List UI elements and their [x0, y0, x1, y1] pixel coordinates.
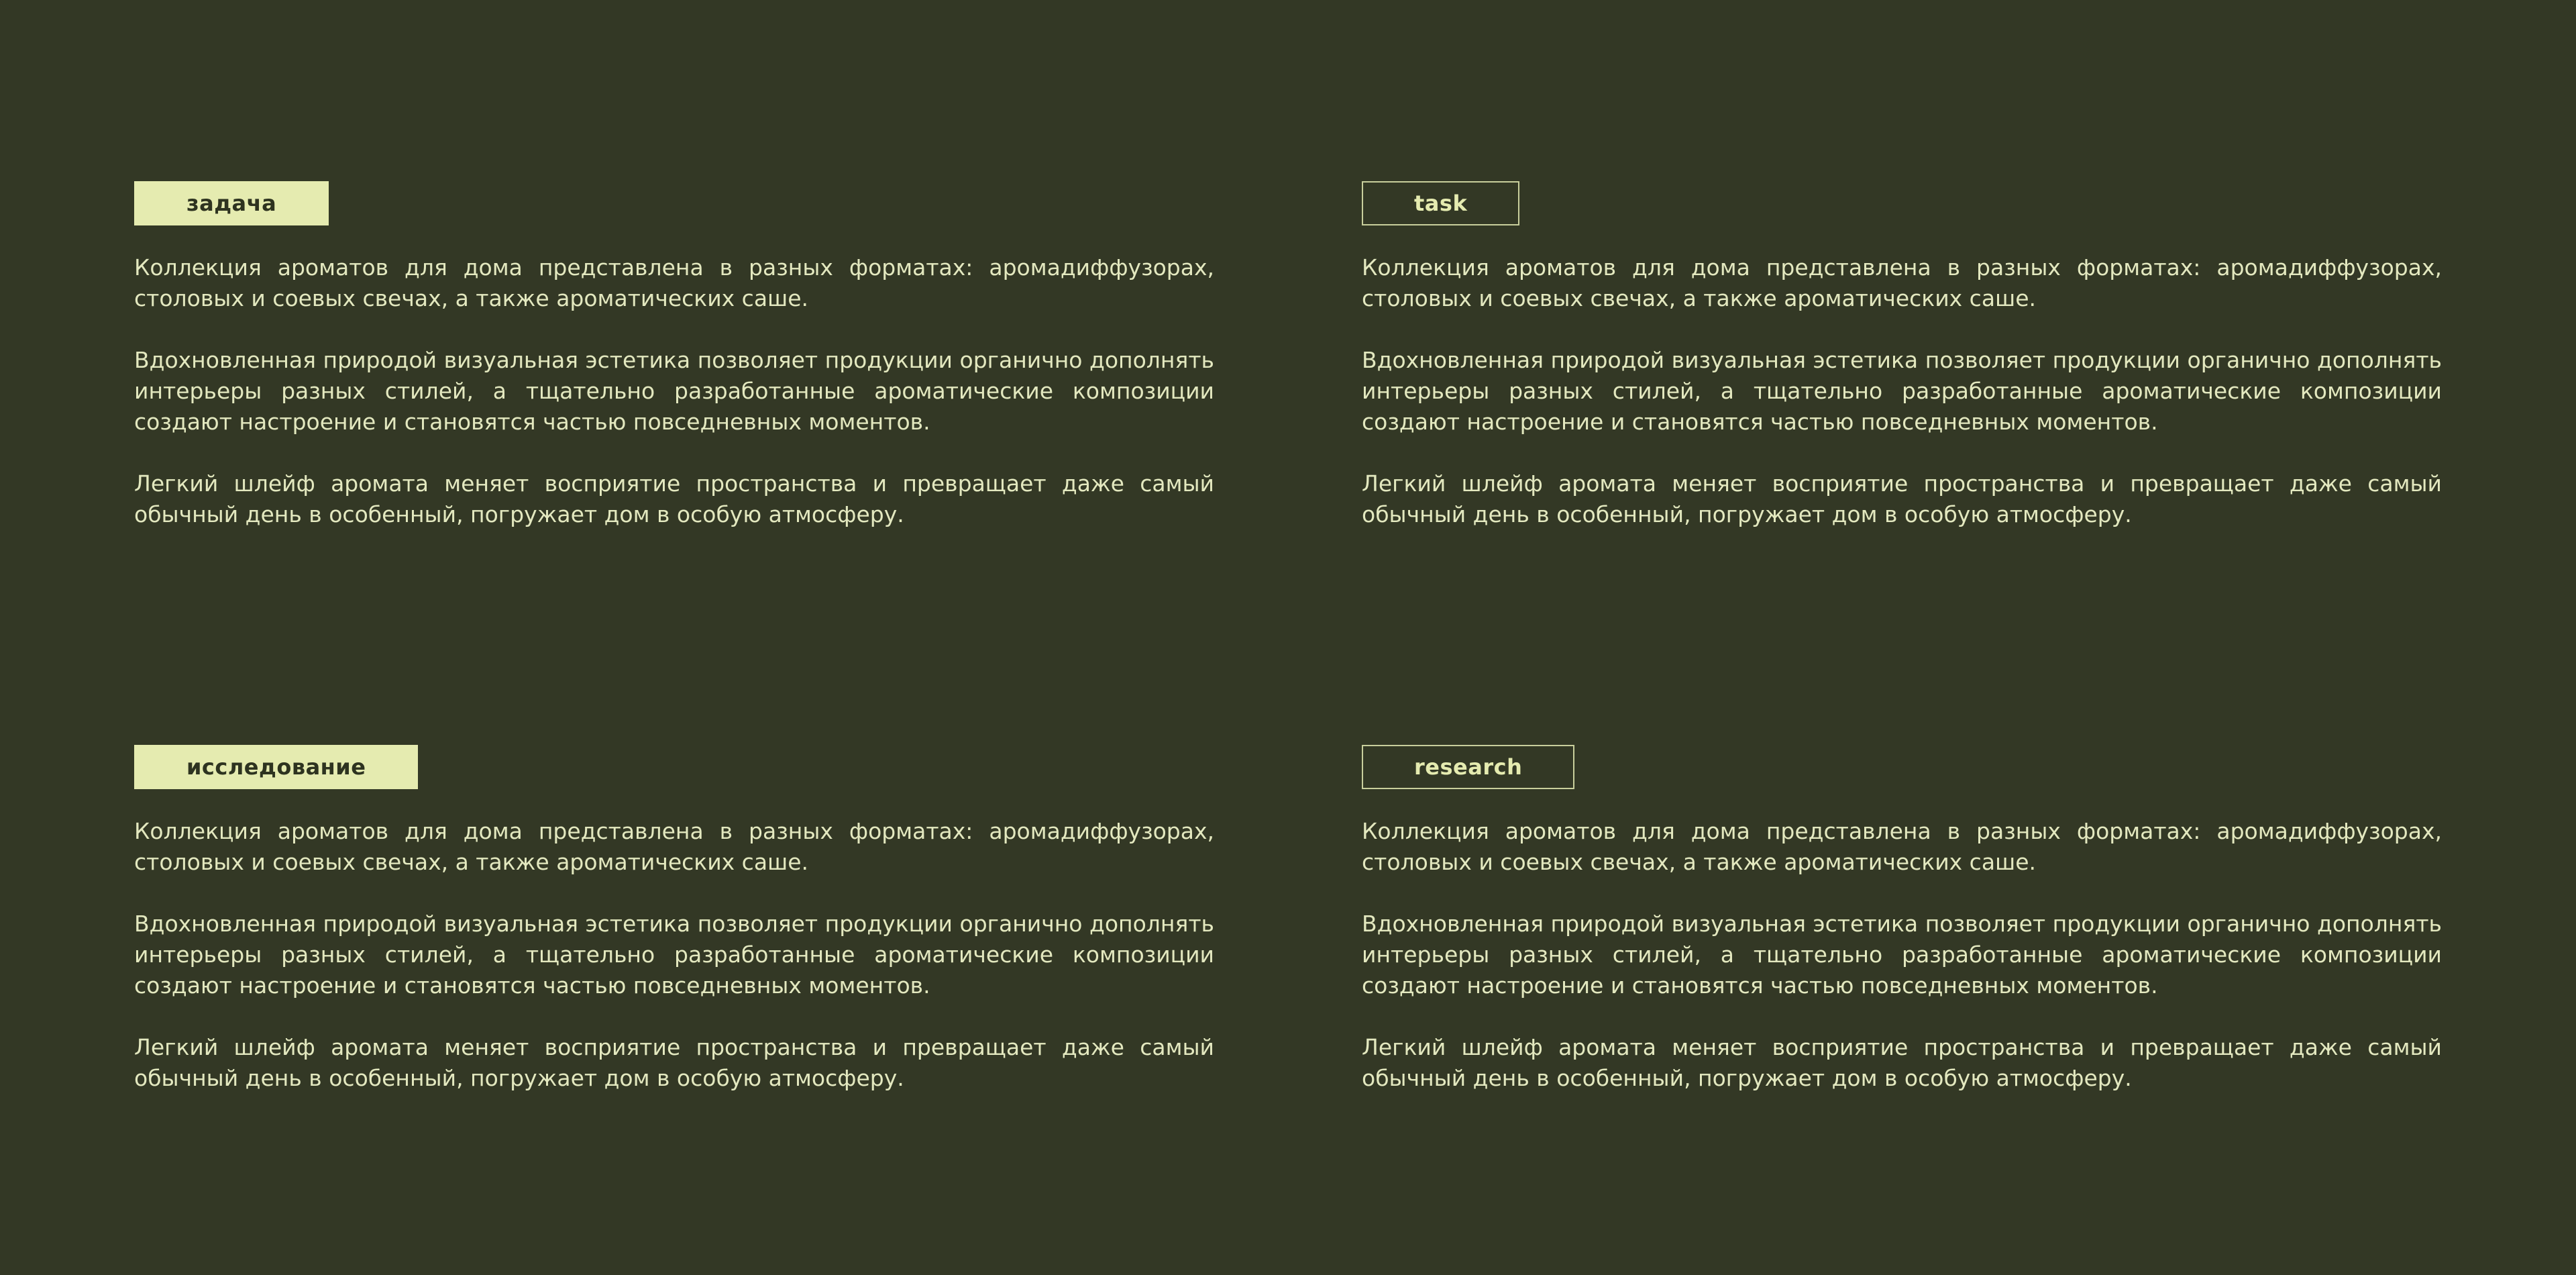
section-paragraph: Легкий шлейф аромата меняет восприятие пространства и превращает даже самый обычный день в особенный, погружает дом в особую атмосферу. — [1362, 1034, 2442, 1091]
section-paragraph: Коллекция ароматов для дома представлена в разных форматах: аромадиффузорах, столовых и соевых свечах, а также ароматических саше. — [134, 818, 1214, 875]
section-tag: исследование — [134, 745, 418, 789]
section-paragraph: Вдохновленная природой визуальная эстетика позволяет продукции органично дополнять интерьеры разных стилей, а тщательно разработанные ароматические композиции создают настроение и становятся частью повседневных моментов. — [1362, 347, 2442, 435]
section-paragraph: Коллекция ароматов для дома представлена в разных форматах: аромадиффузорах, столовых и соевых свечах, а также ароматических саше. — [134, 254, 1214, 311]
section-research-en — [1362, 745, 2442, 1094]
section-task-en — [1362, 181, 2442, 530]
section-tag: research — [1362, 745, 1574, 789]
section-paragraph: Легкий шлейф аромата меняет восприятие пространства и превращает даже самый обычный день в особенный, погружает дом в особую атмосферу. — [134, 470, 1214, 527]
section-tag: task — [1362, 181, 1519, 225]
section-paragraph: Вдохновленная природой визуальная эстетика позволяет продукции органично дополнять интерьеры разных стилей, а тщательно разработанные ароматические композиции создают настроение и становятся частью повседневных моментов. — [134, 911, 1214, 999]
section-tag: задача — [134, 181, 329, 225]
section-research-ru — [134, 745, 1214, 1094]
section-paragraph: Коллекция ароматов для дома представлена в разных форматах: аромадиффузорах, столовых и соевых свечах, а также ароматических саше. — [1362, 818, 2442, 875]
section-task-ru — [134, 181, 1214, 530]
section-paragraph: Легкий шлейф аромата меняет восприятие пространства и превращает даже самый обычный день в особенный, погружает дом в особую атмосферу. — [1362, 470, 2442, 527]
section-paragraph: Легкий шлейф аромата меняет восприятие пространства и превращает даже самый обычный день в особенный, погружает дом в особую атмосферу. — [134, 1034, 1214, 1091]
section-paragraph: Вдохновленная природой визуальная эстетика позволяет продукции органично дополнять интерьеры разных стилей, а тщательно разработанные ароматические композиции создают настроение и становятся частью повседневных моментов. — [1362, 911, 2442, 999]
section-paragraph: Вдохновленная природой визуальная эстетика позволяет продукции органично дополнять интерьеры разных стилей, а тщательно разработанные ароматические композиции создают настроение и становятся частью повседневных моментов. — [134, 347, 1214, 435]
section-paragraph: Коллекция ароматов для дома представлена в разных форматах: аромадиффузорах, столовых и соевых свечах, а также ароматических саше. — [1362, 254, 2442, 311]
